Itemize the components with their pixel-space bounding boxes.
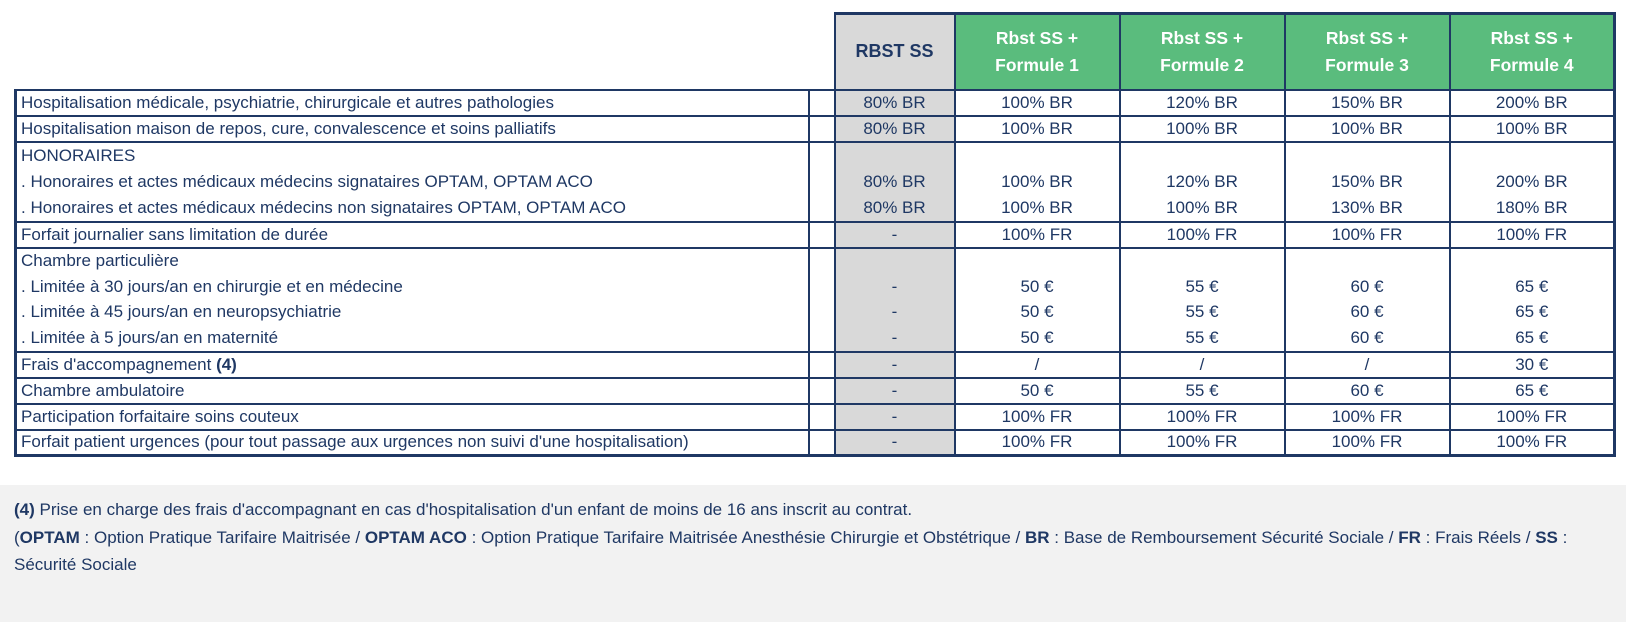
value-cell-f3: 100% FR [1285,222,1450,248]
value-cell-f4: 100% FR [1450,404,1615,430]
value-line: 150% BR [1331,171,1403,191]
value-line: 80% BR [863,197,926,217]
value-cell-f2: 100% FR [1120,430,1285,456]
spacer-cell [809,404,835,430]
value-line: 180% BR [1495,197,1568,217]
value-cell-f1: / [955,352,1120,378]
value-line: 65 € [1515,276,1549,296]
value-line: 50 € [1020,276,1054,296]
value-cell-rbst: - [835,352,955,378]
value-cell-f3: 60 € [1285,378,1450,404]
value-cell-f1: 100% BR [955,90,1120,116]
value-cell-rbst: - [835,222,955,248]
header-row [16,14,1615,90]
footnotes-band [0,485,1626,622]
group-title: Chambre particulière [21,251,179,271]
value-line [1451,249,1614,275]
glossary-open-paren: ( [14,527,20,547]
value-cell-rbst: 80% BR [835,90,955,116]
value-line [1286,249,1449,275]
header-line-2: Formule 3 [1325,54,1409,75]
value-line: 65 € [1515,327,1549,347]
value-line: 50 € [1020,327,1054,347]
row-honoraires-group [16,142,1615,222]
header-line-1: Rbst SS + [1160,27,1244,48]
value-cell-f4: 100% BR [1450,116,1615,142]
value-line: 100% BR [1001,171,1073,191]
row-forfait-urgences [16,430,1615,456]
value-line: 130% BR [1331,197,1403,217]
value-cell-f1 [955,248,1120,352]
value-cell-rbst: - [835,404,955,430]
row-label: Forfait journalier sans limitation de durée [16,222,809,248]
value-line: 200% BR [1495,171,1568,191]
subrow-label: . Limitée à 5 jours/an en maternité [21,327,279,347]
glossary-def-br: : Base de Remboursement Sécurité Sociale / [1049,527,1399,547]
glossary [14,524,1610,579]
value-line: 60 € [1350,276,1384,296]
value-cell-f3: / [1285,352,1450,378]
row-chambre-particuliere-group [16,248,1615,352]
value-cell-f2 [1120,142,1285,222]
value-line: 100% BR [1001,197,1073,217]
value-line [1286,143,1449,169]
value-cell-f4 [1450,248,1615,352]
value-cell-f2: 55 € [1120,378,1285,404]
row-participation-forfaitaire [16,404,1615,430]
row-hospitalisation-repos [16,116,1615,142]
subrow-label: . Honoraires et actes médicaux médecins signataires OPTAM, OPTAM ACO [21,171,593,191]
glossary-def-fr: : Frais Réels / [1420,527,1536,547]
subrow-label: . Honoraires et actes médicaux médecins non signataires OPTAM, OPTAM ACO [21,197,626,217]
value-cell-f2: 100% FR [1120,404,1285,430]
subrow-label: . Limitée à 45 jours/an en neuropsychiatrie [21,302,342,322]
value-cell-f3: 100% FR [1285,404,1450,430]
row-label [16,142,809,222]
group-title: HONORAIRES [21,145,136,165]
value-cell-f4: 100% FR [1450,430,1615,456]
value-cell-rbst [835,248,955,352]
value-line [1121,143,1284,169]
row-forfait-journalier [16,222,1615,248]
value-line [836,143,954,169]
value-line: 60 € [1350,327,1384,347]
header-line-1: Rbst SS + [995,27,1079,48]
glossary-term-fr: FR [1398,527,1421,547]
value-line [1451,143,1614,169]
value-line: 65 € [1515,302,1549,322]
glossary-def-optam: : Option Pratique Tarifaire Maitrisée / [79,527,365,547]
value-cell-f4: 30 € [1450,352,1615,378]
row-label: Chambre ambulatoire [16,378,809,404]
value-line: 100% BR [1166,197,1238,217]
value-cell-f1 [955,142,1120,222]
glossary-term-optam: OPTAM [19,527,80,547]
spacer-cell [809,378,835,404]
header-formule-1 [955,14,1120,90]
glossary-term-ss: SS [1535,527,1558,547]
row-label [16,248,809,352]
value-cell-f3 [1285,142,1450,222]
value-cell-f1: 100% FR [955,222,1120,248]
subrow-label: . Limitée à 30 jours/an en chirurgie et en médecine [21,276,403,296]
glossary-def-optam-aco: : Option Pratique Tarifaire Maitrisée Anesthésie Chirurgie et Obstétrique / [466,527,1025,547]
value-line [1121,249,1284,275]
footnote-4-text: Prise en charge des frais d'accompagnant en cas d'hospitalisation d'un enfant de moins de 16 ans inscrit au contrat. [34,500,913,519]
value-cell-f2: / [1120,352,1285,378]
header-rbst-ss: RBST SS [835,14,955,90]
value-cell-f1: 100% FR [955,404,1120,430]
header-line-1: Rbst SS + [1325,27,1409,48]
row-frais-accompagnement [16,352,1615,378]
glossary-def-ss: : Sécurité Sociale [14,527,1568,574]
value-cell-f2: 100% BR [1120,116,1285,142]
value-line: 55 € [1185,302,1219,322]
value-line [836,249,954,275]
value-line [956,143,1119,169]
value-cell-f3: 150% BR [1285,90,1450,116]
header-blank-spacer [809,14,835,90]
value-cell-f4: 65 € [1450,378,1615,404]
value-cell-f1: 100% FR [955,430,1120,456]
value-line: - [891,302,898,322]
spacer-cell [809,222,835,248]
spacer-cell [809,430,835,456]
value-cell-f3: 100% FR [1285,430,1450,456]
value-cell-f3: 100% BR [1285,116,1450,142]
header-line-1: Rbst SS + [1490,27,1573,48]
value-cell-f2: 100% FR [1120,222,1285,248]
spacer-cell [809,352,835,378]
row-label: Forfait patient urgences (pour tout passage aux urgences non suivi d'une hospitalisation) [16,430,809,456]
row-label: Participation forfaitaire soins couteux [16,404,809,430]
value-cell-f4: 100% FR [1450,222,1615,248]
value-cell-f2: 120% BR [1120,90,1285,116]
spacer-cell [809,142,835,222]
value-cell-f1: 50 € [955,378,1120,404]
value-cell-f4: 200% BR [1450,90,1615,116]
value-line: 60 € [1350,302,1384,322]
row-label: Hospitalisation maison de repos, cure, convalescence et soins palliatifs [16,116,809,142]
glossary-term-optam-aco: OPTAM ACO [364,527,467,547]
row-chambre-ambulatoire [16,378,1615,404]
footnote-ref-4: (4) [216,354,237,374]
value-cell-f2 [1120,248,1285,352]
header-formule-2 [1120,14,1285,90]
row-label: Hospitalisation médicale, psychiatrie, chirurgicale et autres pathologies [16,90,809,116]
header-line-2: Formule 4 [1489,54,1574,75]
value-line: 120% BR [1166,171,1238,191]
header-formule-4 [1450,14,1615,90]
value-cell-f1: 100% BR [955,116,1120,142]
value-line: - [891,276,898,296]
value-line: 50 € [1020,302,1054,322]
value-line: 55 € [1185,276,1219,296]
spacer-cell [809,116,835,142]
footnote-4-marker: (4) [14,500,35,519]
benefits-table [14,12,1616,457]
header-blank [16,14,809,90]
glossary-term-br: BR [1024,527,1050,547]
value-line: - [891,327,898,347]
spacer-cell [809,90,835,116]
row-label-text: Frais d'accompagnement [21,354,217,374]
value-cell-rbst: - [835,378,955,404]
value-line: 80% BR [863,171,926,191]
value-cell-f3 [1285,248,1450,352]
value-line: 55 € [1185,327,1219,347]
header-formule-3 [1285,14,1450,90]
value-cell-rbst: 80% BR [835,116,955,142]
row-label [16,352,809,378]
value-line [956,249,1119,275]
value-cell-rbst: - [835,430,955,456]
row-hospitalisation-medicale [16,90,1615,116]
header-line-2: Formule 1 [995,54,1079,75]
value-cell-f4 [1450,142,1615,222]
value-cell-rbst [835,142,955,222]
spacer-cell [809,248,835,352]
header-line-2: Formule 2 [1160,54,1244,75]
footnote-4 [14,496,1610,524]
